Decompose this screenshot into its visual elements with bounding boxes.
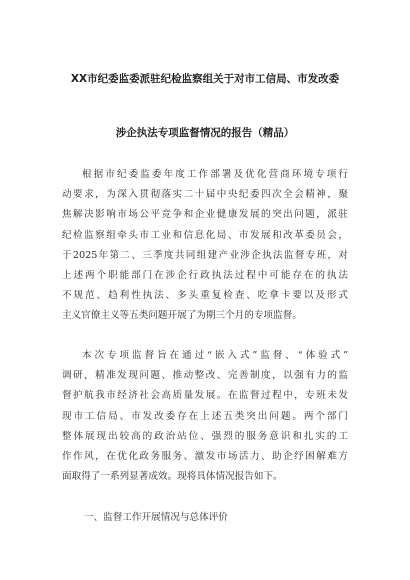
paragraph-2 — [62, 346, 348, 487]
paragraph-line: 调研，精准发现问题、推动整改、完善制度，以强有力的监 — [62, 370, 348, 382]
paragraph-line: 主义官僚主义等五类问题开展了为期三个月的专项监督。 — [62, 310, 302, 322]
paragraph-line: 焦解决影响市场公平竞争和企业健康发展的突出问题，派驻 — [62, 209, 348, 221]
section-heading: 一、监督工作开展情况与总体评价 — [84, 512, 228, 523]
paragraph-line: 整体展现出较高的政治站位、强烈的服务意识和扎实的工 — [62, 430, 348, 442]
paragraph-line: 面取得了一系列显著成效。现将具体情况报告如下。 — [62, 471, 283, 483]
paragraph-line: 上述两个职能部门在涉企行政执法过程中可能存在的执法 — [62, 269, 348, 281]
paragraph-line: 于2025年第二、三季度共同组建产业涉企执法监督专班，对 — [62, 249, 348, 261]
paragraph-line: 根据市纪委监委年度工作部署及优化营商环境专项行 — [82, 169, 348, 180]
paragraph-1 — [62, 165, 348, 327]
document-title-line-1: XX市纪委监委派驻纪检监察组关于对市工信局、市发改委 — [70, 73, 340, 85]
paragraph-line: 督护航我市经济社会高质量发展。在监督过程中，专班未发 — [62, 390, 348, 402]
paragraph-line: 现市工信局、市发改委存在上述五类突出问题。两个部门 — [62, 410, 348, 422]
paragraph-line: 纪检监察组牵头市工业和信息化局、市发展和改革委员会， — [62, 229, 348, 241]
paragraph-line: 作作风，在优化政务服务、激发市场活力、助企纾困解难方 — [62, 450, 348, 462]
document-title-line-2: 涉企执法专项监督情况的报告（精品） — [115, 127, 295, 139]
paragraph-line: 不规范、趋利性执法、多头重复检查、吃拿卡要以及形式 — [62, 290, 348, 302]
paragraph-line: 本次专项监督旨在通过“嵌入式”监督、“体验式” — [82, 350, 348, 361]
paragraph-line: 动要求，为深入贯彻落实二十届中央纪委四次全会精神，聚 — [62, 189, 348, 201]
